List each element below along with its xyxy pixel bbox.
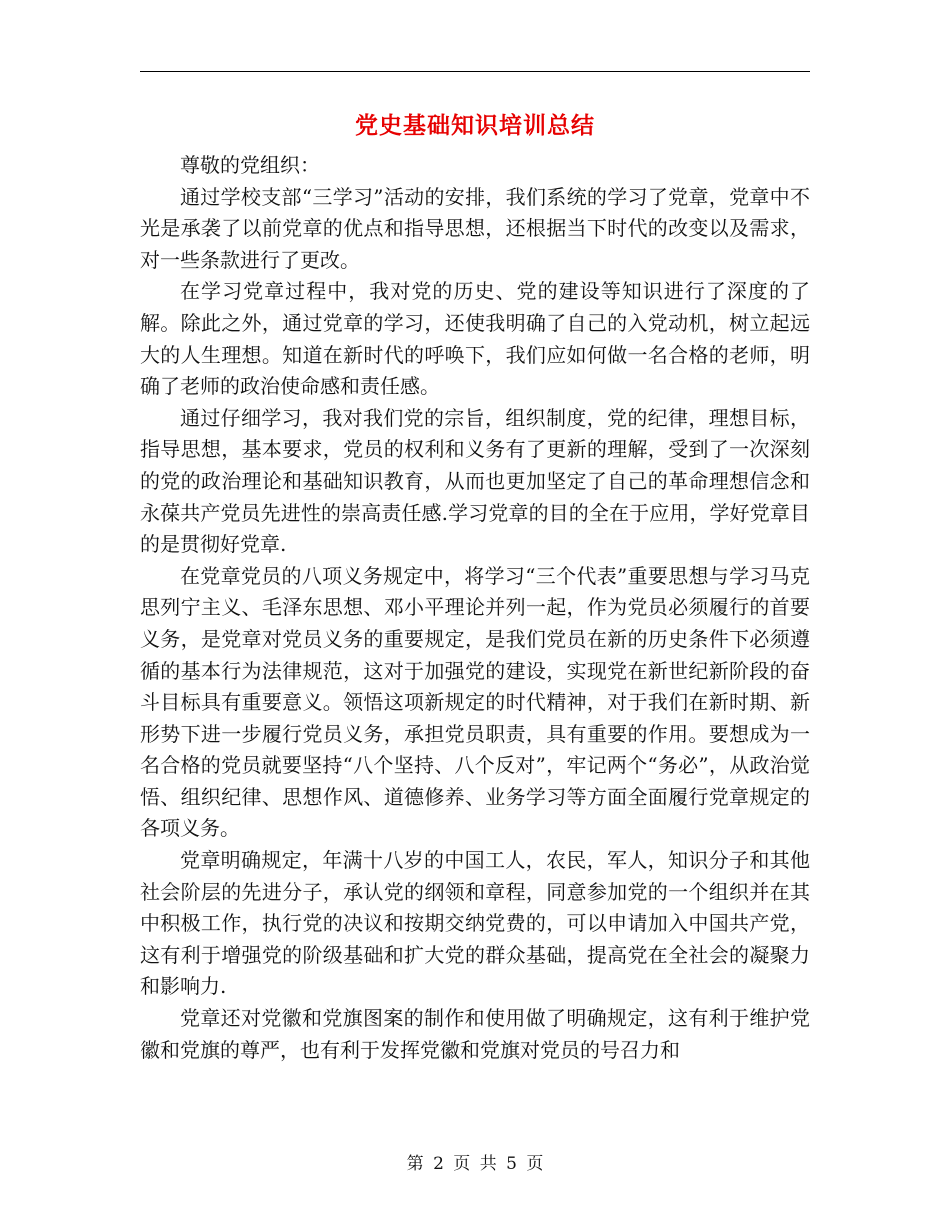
body-paragraph: 在学习党章过程中，我对党的历史、党的建设等知识进行了深度的了解。除此之外，通过党章的学习，还使我明确了自己的入党动机，树立起远大的人生理想。知道在新时代的呼唤下，我们应如何做一名合格的老师，明确了老师的政治使命感和责任感。: [140, 279, 810, 399]
salutation: 尊敬的党组织：: [180, 153, 320, 177]
body-paragraph: 通过仔细学习，我对我们党的宗旨，组织制度，党的纪律，理想目标，指导思想，基本要求，党员的权利和义务有了更新的理解，受到了一次深刻的党的政治理论和基础知识教育，从而也更加坚定了自己的革命理想信念和永葆共产党员先进性的崇高责任感.学习党章的目的全在于应用，学好党章目的是贯彻好党章.: [140, 405, 810, 557]
document-title: 党史基础知识培训总结: [355, 112, 595, 139]
document-body: [140, 150, 810, 1066]
header-rule: [140, 71, 810, 72]
page-number-footer: 第 2 页 共 5 页: [406, 1154, 544, 1174]
body-paragraph: 党章还对党徽和党旗图案的制作和使用做了明确规定，这有利于维护党徽和党旗的尊严，也有利于发挥党徽和党旗对党员的号召力和: [140, 1006, 810, 1062]
body-paragraph: 在党章党员的八项义务规定中，将学习“三个代表”重要思想与学习马克思列宁主义、毛泽东思想、邓小平理论并列一起，作为党员必须履行的首要义务，是党章对党员义务的重要规定，是我们党员在新的历史条件下必须遵循的基本行为法律规范，这对于加强党的建设，实现党在新世纪新阶段的奋斗目标具有重要意义。领悟这项新规定的时代精神，对于我们在新时期、新形势下进一步履行党员义务，承担党员职责，具有重要的作用。要想成为一名合格的党员就要坚持“八个坚持、八个反对”，牢记两个“务必”，从政治觉悟、组织纪律、思想作风、道德修养、业务学习等方面全面履行党章规定的各项义务。: [140, 563, 810, 841]
body-paragraph: 党章明确规定，年满十八岁的中国工人，农民，军人，知识分子和其他社会阶层的先进分子，承认党的纲领和章程，同意参加党的一个组织并在其中积极工作，执行党的决议和按期交纳党费的，可以申请加入中国共产党，这有利于增强党的阶级基础和扩大党的群众基础，提高党在全社会的凝聚力和影响力.: [140, 848, 810, 999]
body-paragraph: 通过学校支部“三学习”活动的安排，我们系统的学习了党章，党章中不光是承袭了以前党章的优点和指导思想，还根据当下时代的改变以及需求，对一些条款进行了更改。: [140, 184, 810, 272]
